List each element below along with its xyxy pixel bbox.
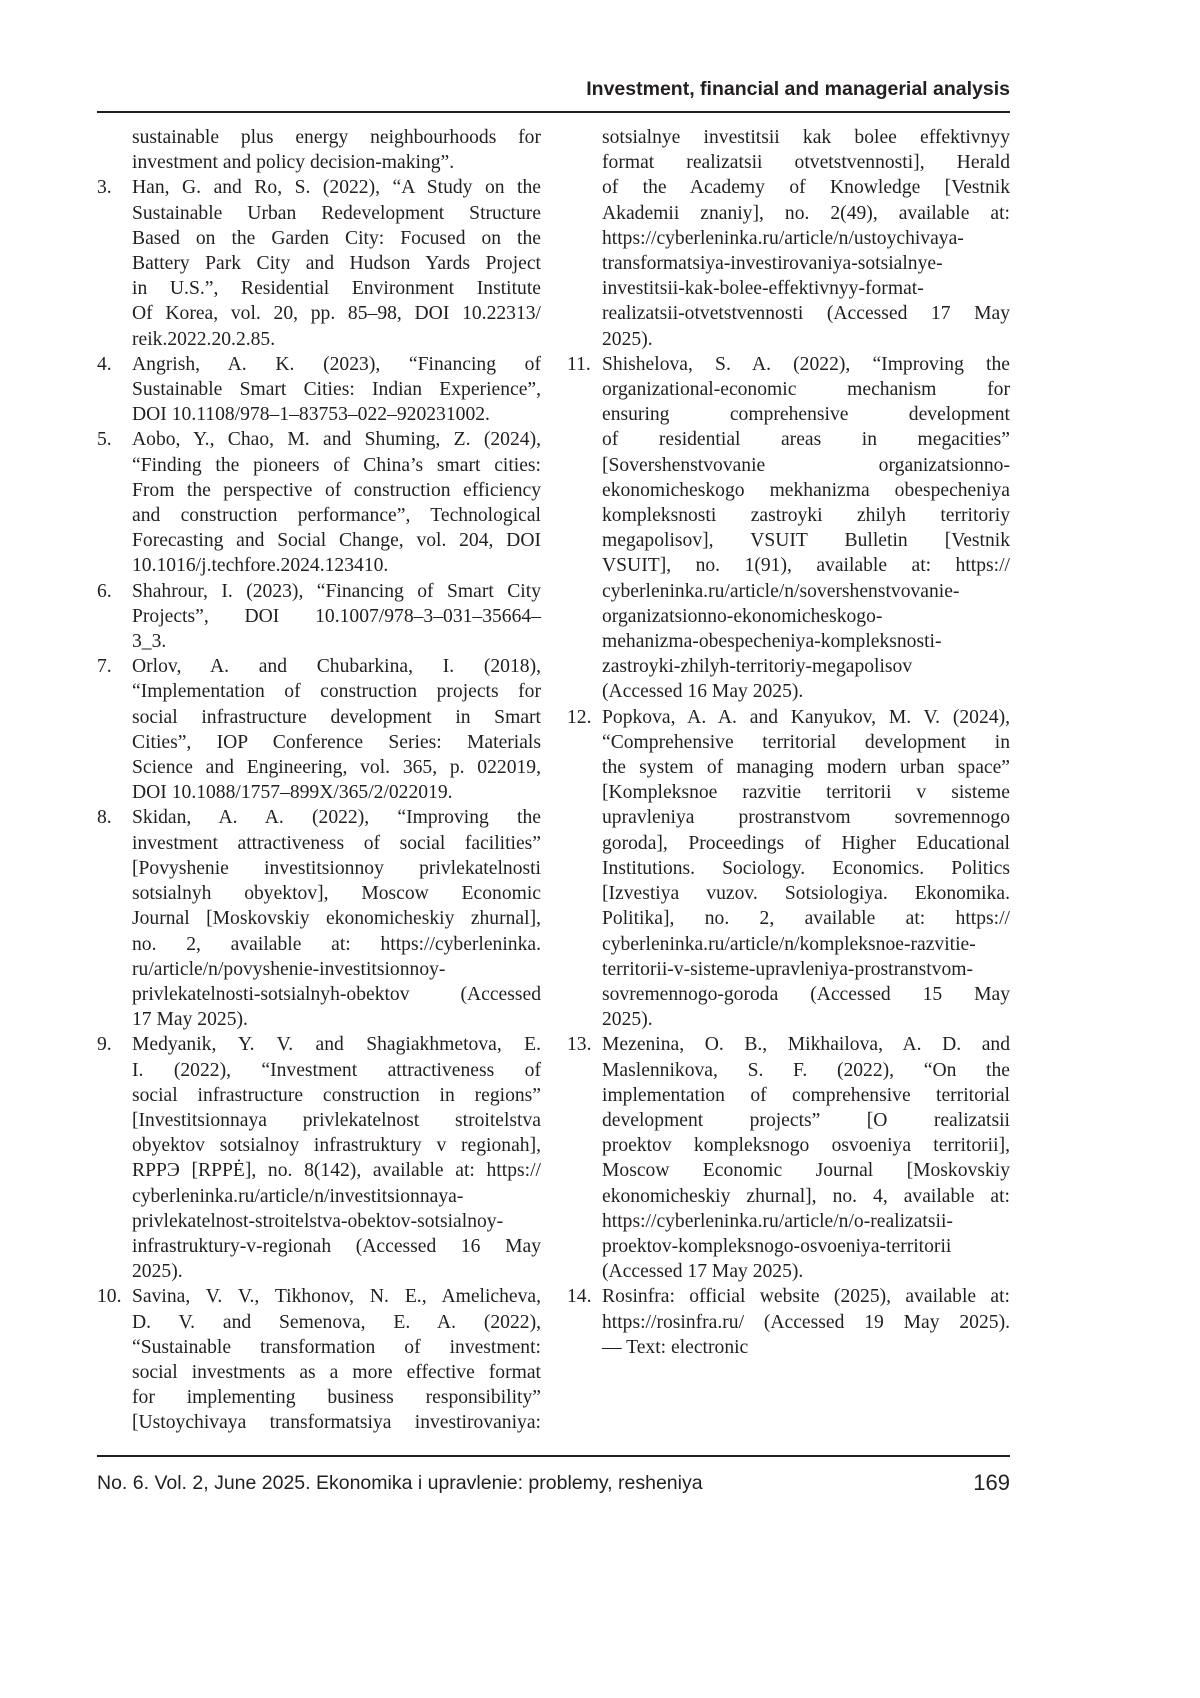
reference-line: transformatsiya-investirovaniya-sotsialnye- <box>602 251 1010 276</box>
reference-line: ru/article/n/povyshenie-investitsionnoy- <box>132 957 541 982</box>
reference-line: sotsialnye investitsii kak bolee effektivnyy <box>602 125 1010 150</box>
reference-line: Han, G. and Ro, S. (2022), “A Study on the <box>132 175 541 200</box>
reference-line: [Izvestiya vuzov. Sotsiologiya. Ekonomika. <box>602 881 1010 906</box>
reference-line: sustainable plus energy neighbourhoods for <box>132 125 541 150</box>
reference-line: of residential areas in megacities” <box>602 427 1010 452</box>
reference-line: proektov kompleksnogo osvoeniya territorii], <box>602 1133 1010 1158</box>
reference-line: kompleksnosti zastroyki zhilyh territoriy <box>602 503 1010 528</box>
reference-item <box>97 175 541 351</box>
reference-item <box>97 1032 541 1284</box>
reference-line: no. 2, available at: https://cyberleninka. <box>132 932 541 957</box>
references-right-column <box>567 125 1010 1360</box>
reference-number: 13. <box>567 1032 592 1057</box>
reference-line: Politika], no. 2, available at: https:// <box>602 906 1010 931</box>
reference-line: Medyanik, Y. V. and Shagiakhmetova, E. <box>132 1032 541 1057</box>
reference-line: and construction performance”, Technological <box>132 503 541 528</box>
reference-item <box>567 125 1010 352</box>
page-number: 169 <box>973 1470 1010 1496</box>
reference-line: privlekatelnosti-sotsialnyh-obektov (Accessed <box>132 982 541 1007</box>
reference-number: 4. <box>97 352 112 377</box>
reference-line: infrastruktury-v-regionah (Accessed 16 May <box>132 1234 541 1259</box>
reference-line: cyberleninka.ru/article/n/sovershenstvovanie- <box>602 579 1010 604</box>
reference-line: social investments as a more effective format <box>132 1360 541 1385</box>
reference-line: Projects”, DOI 10.1007/978–3–031–35664– <box>132 604 541 629</box>
reference-line: Orlov, A. and Chubarkina, I. (2018), <box>132 654 541 679</box>
reference-line: Sustainable Smart Cities: Indian Experience”, <box>132 377 541 402</box>
reference-line: Maslennikova, S. F. (2022), “On the <box>602 1058 1010 1083</box>
reference-number: 6. <box>97 579 112 604</box>
reference-line: territorii-v-sisteme-upravleniya-prostranstvom- <box>602 957 1010 982</box>
reference-item <box>97 352 541 428</box>
reference-item <box>97 805 541 1032</box>
reference-line: in U.S.”, Residential Environment Institute <box>132 276 541 301</box>
reference-line: upravleniya prostranstvom sovremennogo <box>602 805 1010 830</box>
reference-number: 8. <box>97 805 112 830</box>
reference-line: Moscow Economic Journal [Moskovskiy <box>602 1158 1010 1183</box>
reference-line: Of Korea, vol. 20, pp. 85–98, DOI 10.22313/ <box>132 301 541 326</box>
reference-line: Mezenina, O. B., Mikhailova, A. D. and <box>602 1032 1010 1057</box>
reference-line: DOI 10.1088/1757–899X/365/2/022019. <box>132 780 541 805</box>
reference-line: sovremennogo-goroda (Accessed 15 May <box>602 982 1010 1007</box>
reference-line: organizational-economic mechanism for <box>602 377 1010 402</box>
reference-line: “Sustainable transformation of investment: <box>132 1335 541 1360</box>
reference-line: social infrastructure development in Smart <box>132 705 541 730</box>
reference-line: Institutions. Sociology. Economics. Politics <box>602 856 1010 881</box>
reference-line: https://cyberleninka.ru/article/n/ustoychivaya- <box>602 226 1010 251</box>
reference-line: Battery Park City and Hudson Yards Project <box>132 251 541 276</box>
reference-line: 3_3. <box>132 629 541 654</box>
reference-line: 10.1016/j.techfore.2024.123410. <box>132 553 541 578</box>
reference-number: 5. <box>97 427 112 452</box>
page-footer <box>97 1472 1010 1495</box>
reference-line: [Investitsionnaya privlekatelnost stroitelstva <box>132 1108 541 1133</box>
reference-line: “Comprehensive territorial development in <box>602 730 1010 755</box>
reference-line: realizatsii-otvetstvennosti (Accessed 17 May <box>602 301 1010 326</box>
reference-line: privlekatelnost-stroitelstva-obektov-sotsialnoy- <box>132 1209 541 1234</box>
reference-line: Science and Engineering, vol. 365, p. 022019, <box>132 755 541 780</box>
reference-line: 17 May 2025). <box>132 1007 541 1032</box>
reference-item <box>567 705 1010 1033</box>
reference-line: [Sovershenstvovanie organizatsionno- <box>602 453 1010 478</box>
reference-line: Akademii znaniy], no. 2(49), available at: <box>602 201 1010 226</box>
reference-line: social infrastructure construction in regions” <box>132 1083 541 1108</box>
reference-line: I. (2022), “Investment attractiveness of <box>132 1058 541 1083</box>
reference-line: Forecasting and Social Change, vol. 204, DOI <box>132 528 541 553</box>
running-header: Investment, financial and managerial analysis <box>97 78 1010 101</box>
reference-line: Sustainable Urban Redevelopment Structure <box>132 201 541 226</box>
reference-line: megapolisov], VSUIT Bulletin [Vestnik <box>602 528 1010 553</box>
footer-rule <box>97 1455 1010 1457</box>
reference-line: Popkova, A. A. and Kanyukov, M. V. (2024), <box>602 705 1010 730</box>
reference-line: sotsialnyh obyektov], Moscow Economic <box>132 881 541 906</box>
reference-line: cyberleninka.ru/article/n/kompleksnoe-razvitie- <box>602 932 1010 957</box>
reference-line: “Finding the pioneers of China’s smart cities: <box>132 453 541 478</box>
reference-line: Skidan, A. A. (2022), “Improving the <box>132 805 541 830</box>
reference-item <box>97 125 541 175</box>
reference-line: mehanizma-obespecheniya-kompleksnosti- <box>602 629 1010 654</box>
reference-line: https://rosinfra.ru/ (Accessed 19 May 2025). <box>602 1310 1010 1335</box>
reference-line: https://cyberleninka.ru/article/n/o-realizatsii- <box>602 1209 1010 1234</box>
reference-number: 7. <box>97 654 112 679</box>
reference-line: ekonomicheskiy zhurnal], no. 4, available at: <box>602 1184 1010 1209</box>
reference-line: D. V. and Semenova, E. A. (2022), <box>132 1310 541 1335</box>
reference-line: investitsii-kak-bolee-effektivnyy-format- <box>602 276 1010 301</box>
reference-number: 11. <box>567 352 591 377</box>
reference-line: goroda], Proceedings of Higher Educational <box>602 831 1010 856</box>
reference-line: 2025). <box>132 1259 541 1284</box>
reference-number: 3. <box>97 175 112 200</box>
reference-line: organizatsionno-ekonomicheskogo- <box>602 604 1010 629</box>
reference-line: Rosinfra: official website (2025), available at: <box>602 1284 1010 1309</box>
header-rule <box>97 111 1010 113</box>
reference-line: proektov-kompleksnogo-osvoeniya-territorii <box>602 1234 1010 1259</box>
reference-line: of the Academy of Knowledge [Vestnik <box>602 175 1010 200</box>
reference-line: [Kompleksnoe razvitie territorii v sisteme <box>602 780 1010 805</box>
reference-number: 12. <box>567 705 592 730</box>
reference-line: (Accessed 17 May 2025). <box>602 1259 1010 1284</box>
journal-info: No. 6. Vol. 2, June 2025. Ekonomika i upravlenie: problemy, resheniya <box>97 1472 703 1494</box>
reference-line: “Implementation of construction projects for <box>132 679 541 704</box>
reference-line: DOI 10.1108/978–1–83753–022–920231002. <box>132 402 541 427</box>
reference-line: the system of managing modern urban space” <box>602 755 1010 780</box>
reference-number: 9. <box>97 1032 112 1057</box>
reference-line: for implementing business responsibility” <box>132 1385 541 1410</box>
reference-line: Shahrour, I. (2023), “Financing of Smart City <box>132 579 541 604</box>
reference-line: (Accessed 16 May 2025). <box>602 679 1010 704</box>
reference-item <box>97 427 541 578</box>
reference-line: Angrish, A. K. (2023), “Financing of <box>132 352 541 377</box>
references-left-column <box>97 125 541 1436</box>
reference-line: Savina, V. V., Tikhonov, N. E., Amelicheva, <box>132 1284 541 1309</box>
reference-line: [Povyshenie investitsionnoy privlekatelnosti <box>132 856 541 881</box>
reference-line: format realizatsii otvetstvennosti], Herald <box>602 150 1010 175</box>
reference-line: ekonomicheskogo mekhanizma obespecheniya <box>602 478 1010 503</box>
reference-item <box>97 1284 541 1435</box>
reference-item <box>97 654 541 805</box>
reference-item <box>567 352 1010 705</box>
reference-line: Based on the Garden City: Focused on the <box>132 226 541 251</box>
reference-line: zastroyki-zhilyh-territoriy-megapolisov <box>602 654 1010 679</box>
reference-line: Cities”, IOP Conference Series: Materials <box>132 730 541 755</box>
reference-number: 10. <box>97 1284 122 1309</box>
reference-line: — Text: electronic <box>602 1335 1010 1360</box>
reference-line: development projects” [O realizatsii <box>602 1108 1010 1133</box>
reference-line: [Ustoychivaya transformatsiya investirovaniya: <box>132 1410 541 1435</box>
reference-line: Shishelova, S. A. (2022), “Improving the <box>602 352 1010 377</box>
reference-line: investment and policy decision-making”. <box>132 150 541 175</box>
reference-line: reik.2022.20.2.85. <box>132 327 541 352</box>
reference-line: ensuring comprehensive development <box>602 402 1010 427</box>
reference-line: investment attractiveness of social facilities” <box>132 831 541 856</box>
reference-line: Journal [Moskovskiy ekonomicheskiy zhurnal], <box>132 906 541 931</box>
reference-line: Aobo, Y., Chao, M. and Shuming, Z. (2024), <box>132 427 541 452</box>
reference-line: 2025). <box>602 327 1010 352</box>
reference-line: VSUIT], no. 1(91), available at: https:// <box>602 553 1010 578</box>
reference-item <box>97 579 541 655</box>
reference-line: implementation of comprehensive territorial <box>602 1083 1010 1108</box>
reference-line: 2025). <box>602 1007 1010 1032</box>
reference-item <box>567 1284 1010 1360</box>
reference-line: From the perspective of construction efficiency <box>132 478 541 503</box>
reference-line: RPPЭ [RPPĖ], no. 8(142), available at: https:// <box>132 1158 541 1183</box>
reference-line: cyberleninka.ru/article/n/investitsionnaya- <box>132 1184 541 1209</box>
reference-number: 14. <box>567 1284 592 1309</box>
reference-line: obyektov sotsialnoy infrastruktury v regionah], <box>132 1133 541 1158</box>
reference-item <box>567 1032 1010 1284</box>
